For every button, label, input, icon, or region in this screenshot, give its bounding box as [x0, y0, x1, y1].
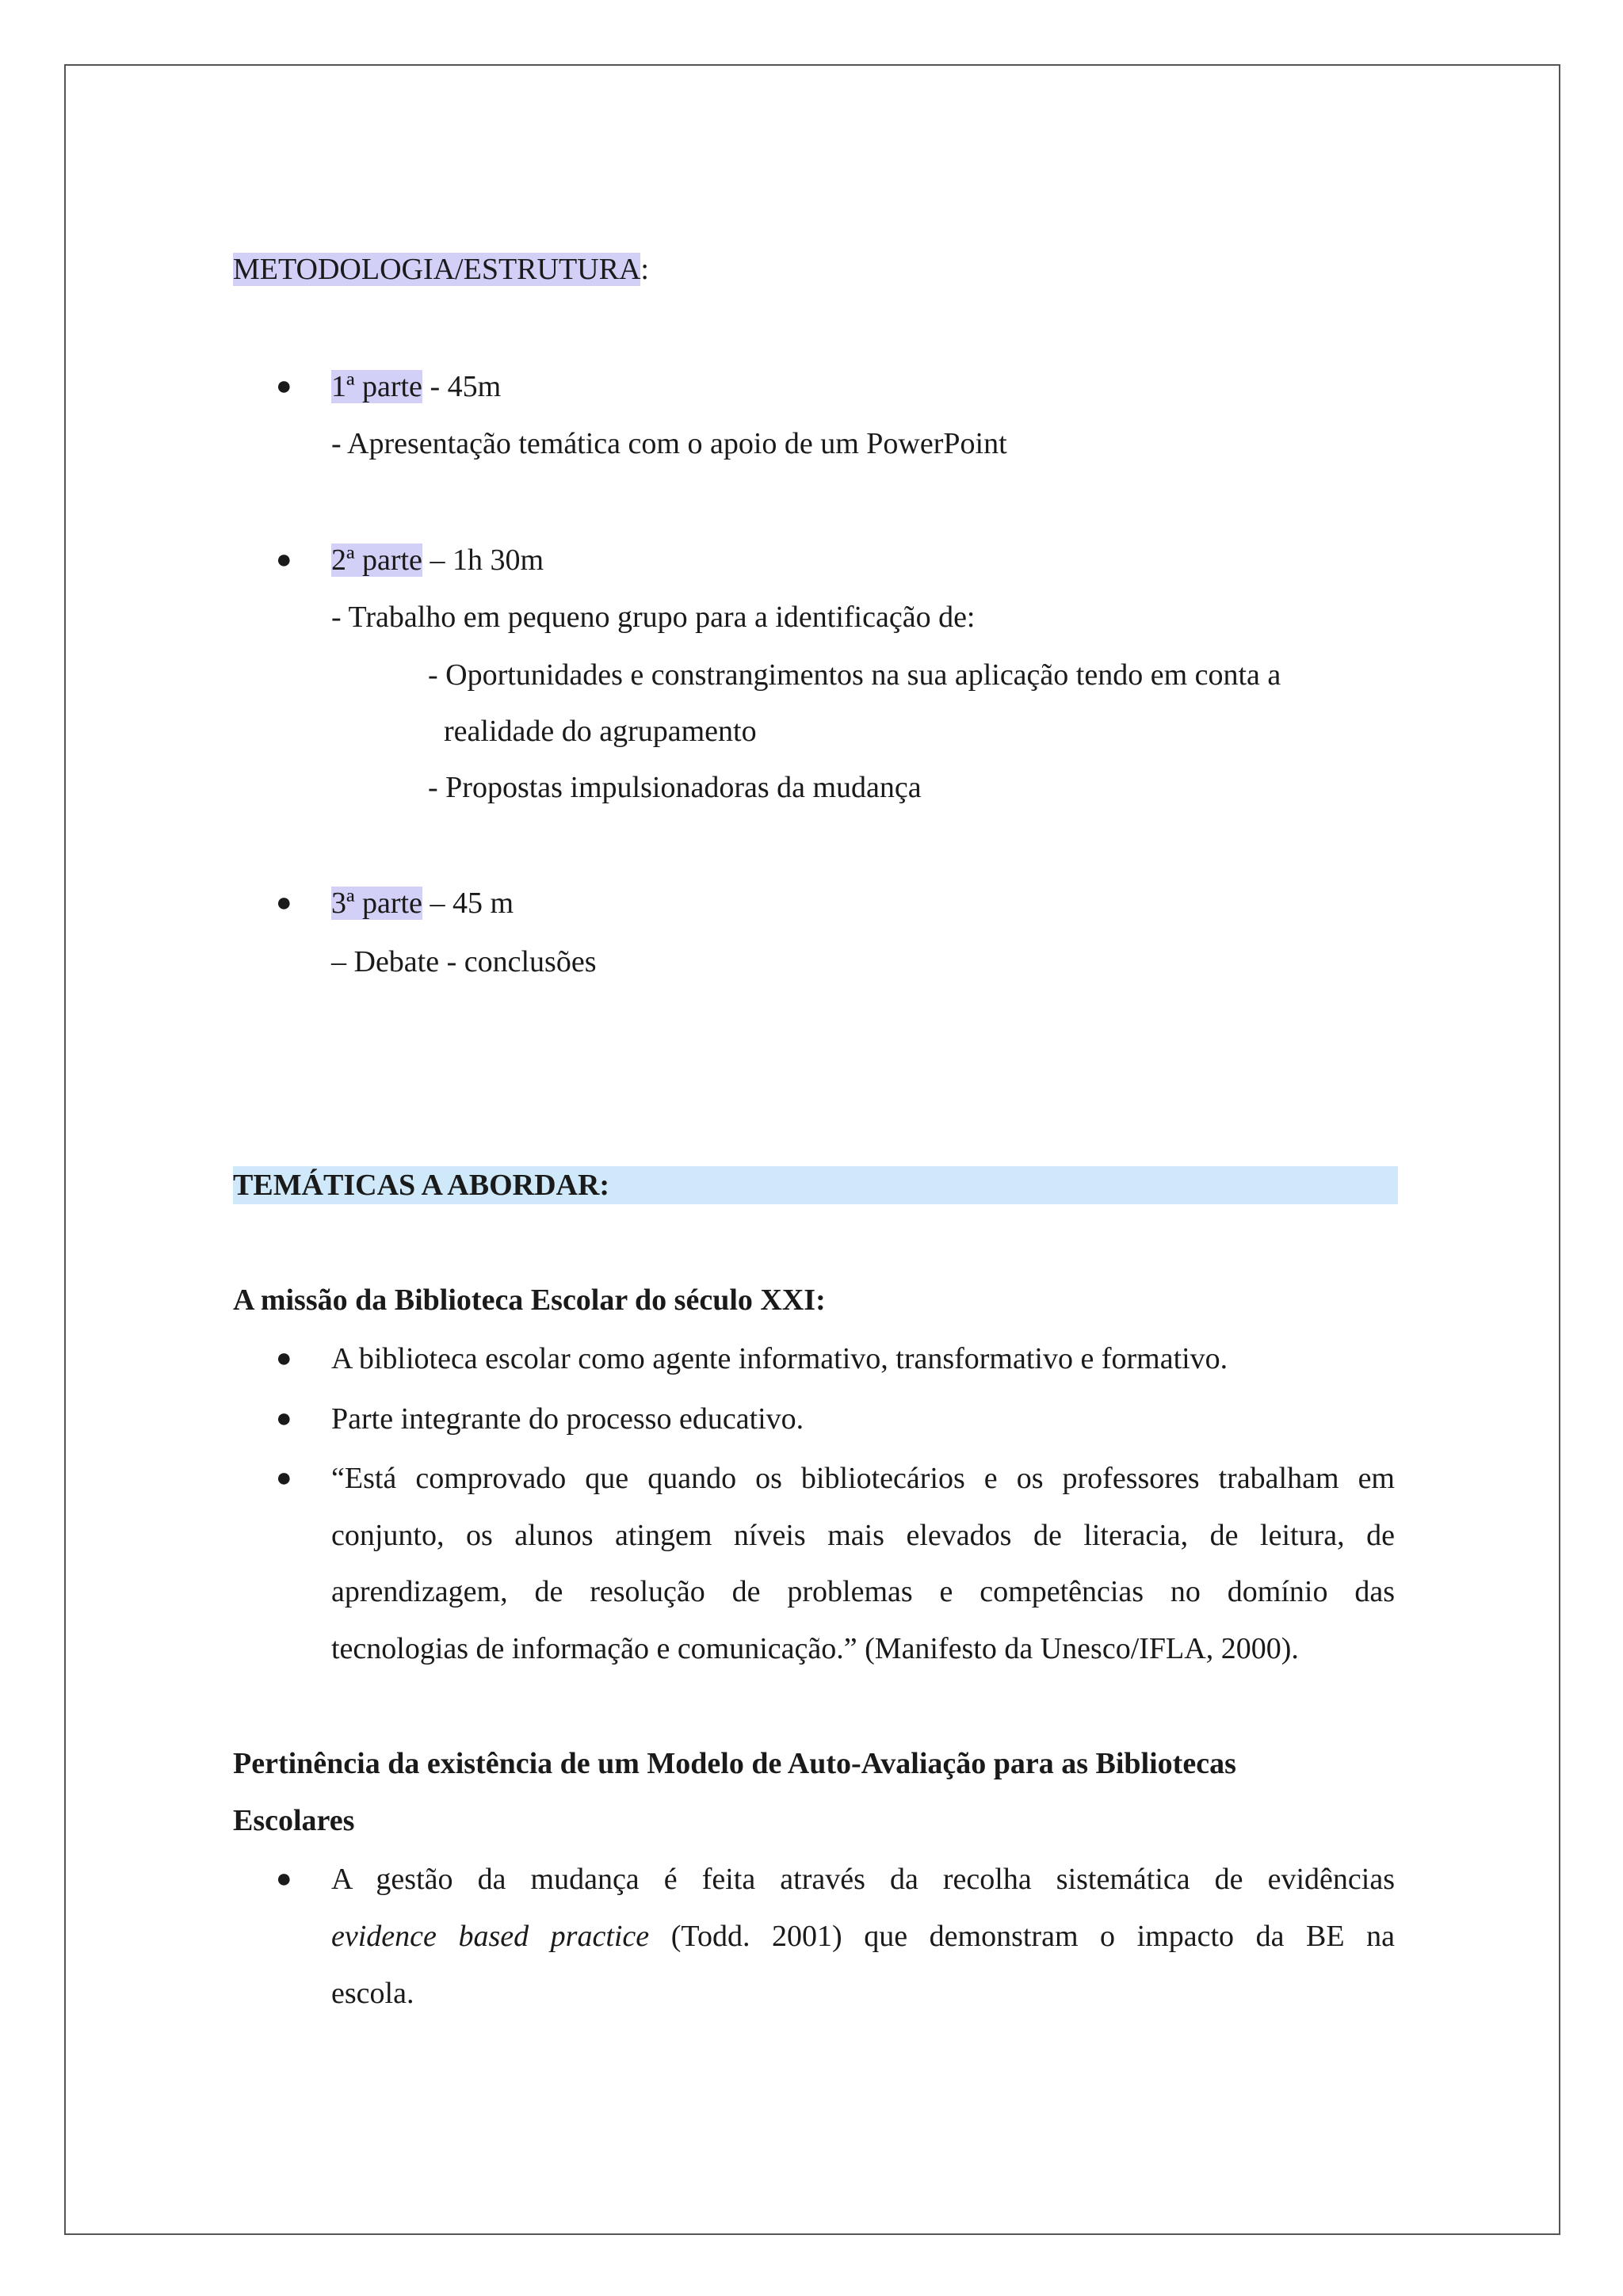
section-2-title-line-1: Pertinência da existência de um Modelo de Auto-Avaliação para as Bibliotecas	[233, 1747, 1236, 1780]
bullet-icon: ●	[276, 372, 292, 401]
part-1-description: - Apresentação temática com o apoio de um PowerPoint	[331, 427, 1007, 460]
list-item-part-3: ● 3ª parte – 45 m	[331, 884, 514, 922]
metodologia-heading: METODOLOGIA/ESTRUTURA:	[233, 253, 649, 286]
quote-line-1: ● “Está comprovado que quando os bibliotecários e os professores trabalham em	[331, 1459, 1395, 1497]
section-1-title: A missão da Biblioteca Escolar do século XXI:	[233, 1283, 826, 1317]
list-item: ● A biblioteca escolar como agente informativo, transformativo e formativo.	[331, 1340, 1228, 1378]
bullet-icon: ●	[276, 1864, 292, 1894]
bullet-icon: ●	[276, 1344, 292, 1373]
quote-line-3: aprendizagem, de resolução de problemas e competências no domínio das	[331, 1575, 1395, 1608]
bullet-icon: ●	[276, 1463, 292, 1493]
bullet-icon: ●	[276, 545, 292, 574]
tematicas-heading: TEMÁTICAS A ABORDAR:	[233, 1169, 610, 1202]
section-2-bullet-line-2: evidence based practice (Todd. 2001) que demonstram o impacto da BE na	[331, 1920, 1395, 1953]
part-3-description: – Debate - conclusões	[331, 945, 597, 978]
part-2-sub-1-cont: realidade do agrupamento	[444, 715, 757, 748]
bullet-icon: ●	[276, 1404, 292, 1433]
quote-line-2: conjunto, os alunos atingem níveis mais elevados de literacia, de leitura, de	[331, 1519, 1395, 1552]
part-2-sub-2: - Propostas impulsionadoras da mudança	[428, 771, 922, 804]
list-item: ● Parte integrante do processo educativo.	[331, 1400, 804, 1438]
part-2-sub-1: - Oportunidades e constrangimentos na sua aplicação tendo em conta a	[428, 658, 1281, 692]
bullet-icon: ●	[276, 888, 292, 917]
section-2-bullet-line-3: escola.	[331, 1977, 414, 2010]
list-item-part-2: ● 2ª parte – 1h 30m	[331, 541, 544, 579]
quote-line-4: tecnologias de informação e comunicação.” (Manifesto da Unesco/IFLA, 2000).	[331, 1632, 1299, 1665]
part-2-description: - Trabalho em pequeno grupo para a identificação de:	[331, 601, 976, 634]
section-2-bullet-line-1: ● A gestão da mudança é feita através da recolha sistemática de evidências	[331, 1860, 1395, 1898]
list-item-part-1: ● 1ª parte - 45m	[331, 368, 501, 406]
section-2-title-line-2: Escolares	[233, 1804, 355, 1837]
